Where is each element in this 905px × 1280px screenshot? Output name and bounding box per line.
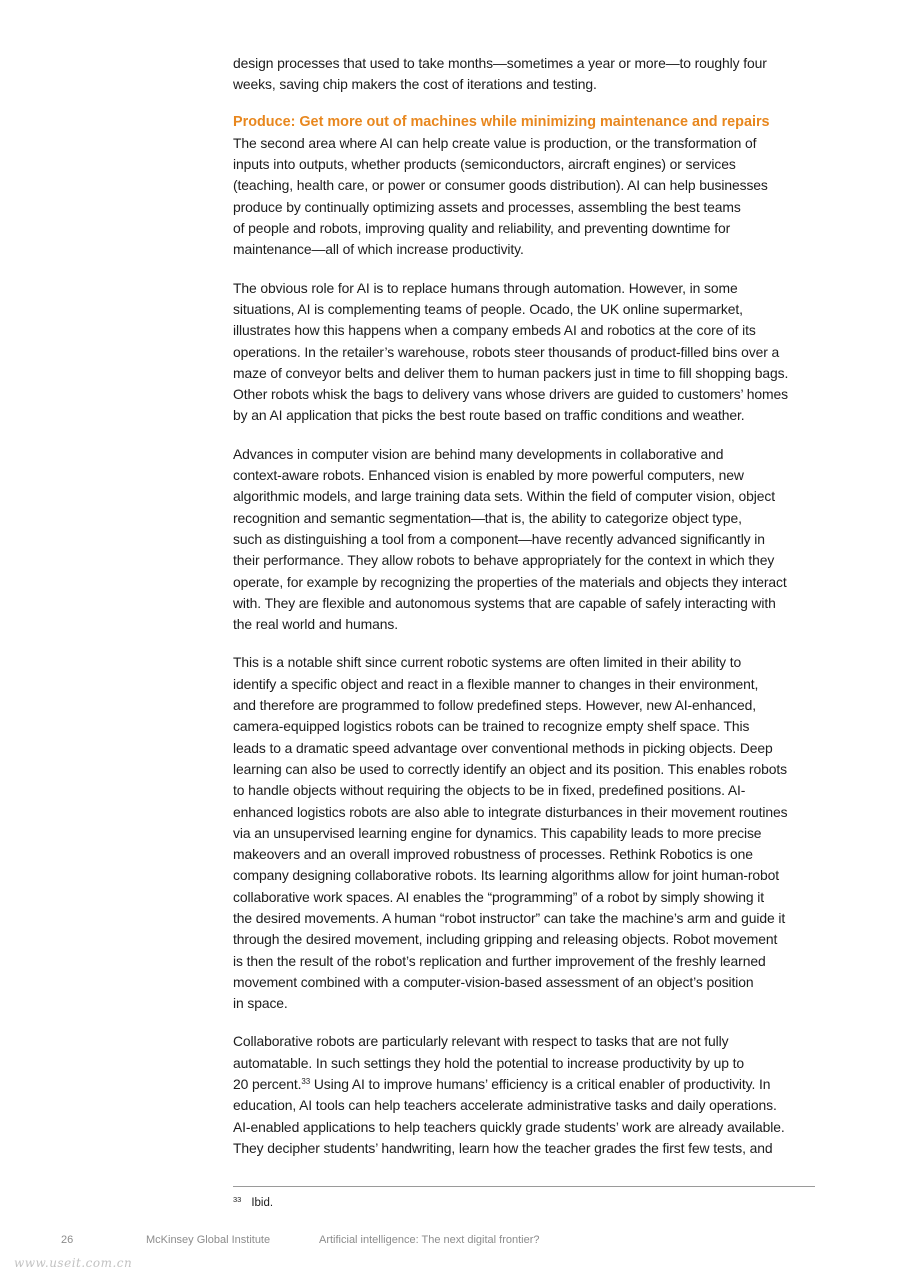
footnote [233, 1195, 273, 1209]
text-line: Other robots whisk the bags to delivery vans whose drivers are guided to customers’ homes [233, 386, 788, 403]
text-line: automatable. In such settings they hold the potential to increase productivity by up to [233, 1054, 744, 1071]
paragraph-spacer [233, 635, 817, 652]
text-line: to handle objects without requiring the objects to be in fixed, predefined positions. AI- [233, 782, 746, 799]
paragraph-5 [233, 1031, 817, 1159]
text-line: maze of conveyor belts and deliver them to human packers just in time to fill shopping bags. [233, 364, 789, 381]
text-line [233, 1074, 817, 1095]
footnote-text: Ibid. [251, 1197, 274, 1209]
text-line: enhanced logistics robots are also able to integrate disturbances in their movement routines [233, 803, 788, 820]
page-number: 26 [61, 1234, 74, 1246]
text-line: They decipher students’ handwriting, learn how the teacher grades the first few tests, and [233, 1139, 773, 1156]
text-line: company designing collaborative robots. Its learning algorithms allow for joint human-robot [233, 867, 780, 884]
text-line: camera-equipped logistics robots can be trained to recognize empty shelf space. This [233, 718, 750, 735]
paragraph-3 [233, 444, 817, 636]
text-line: maintenance—all of which increase productivity. [233, 241, 524, 258]
intro-paragraph [233, 53, 817, 96]
paragraph-4 [233, 652, 817, 1014]
text-line: algorithmic models, and large training data sets. Within the field of computer vision, object [233, 488, 775, 505]
text-line: context-aware robots. Enhanced vision is enabled by more powerful computers, new [233, 467, 744, 484]
text-line: learning can also be used to correctly identify an object and its position. This enables robots [233, 760, 787, 777]
paragraph-spacer [233, 427, 817, 444]
text-line: and therefore are programmed to follow predefined steps. However, new AI-enhanced, [233, 697, 757, 714]
section-heading: Produce: Get more out of machines while minimizing maintenance and repairs [233, 113, 770, 130]
text-line: weeks, saving chip makers the cost of iterations and testing. [233, 76, 597, 93]
text-line: illustrates how this happens when a company embeds AI and robotics at the core of its [233, 322, 756, 339]
paragraph-2 [233, 278, 817, 427]
article-body [233, 53, 817, 1159]
text-line: with. They are flexible and autonomous systems that are capable of safely interacting with [233, 594, 776, 611]
text-line: Advances in computer vision are behind many developments in collaborative and [233, 445, 724, 462]
text-line: is then the result of the robot’s replication and further improvement of the freshly learned [233, 952, 766, 969]
text-line: operations. In the retailer’s warehouse, robots steer thousands of product-filled bins over a [233, 343, 780, 360]
text-line: through the desired movement, including gripping and releasing objects. Robot movement [233, 931, 778, 948]
text-line: Collaborative robots are particularly relevant with respect to tasks that are not fully [233, 1033, 729, 1050]
text-line: AI-enabled applications to help teachers quickly grade students’ work are already available. [233, 1118, 785, 1135]
text-line: situations, AI is complementing teams of people. Ocado, the UK online supermarket, [233, 300, 743, 317]
text-line: design processes that used to take months—sometimes a year or more—to roughly four [233, 55, 767, 71]
text-line: in space. [233, 995, 288, 1012]
text-line: the real world and humans. [233, 616, 398, 633]
text-line: by an AI application that picks the best route based on traffic conditions and weather. [233, 407, 745, 424]
watermark: www.useit.com.cn [14, 1256, 133, 1270]
text-line: The obvious role for AI is to replace humans through automation. However, in some [233, 279, 738, 296]
paragraph-spacer [233, 1014, 817, 1031]
text-line: produce by continually optimizing assets and processes, assembling the best teams [233, 198, 741, 215]
text-line: identify a specific object and react in a flexible manner to changes in their environment, [233, 675, 759, 692]
text-segment: Using AI to improve humans’ efficiency is a critical enabler of productivity. In [310, 1076, 771, 1093]
text-line: their performance. They allow robots to behave appropriately for the context in which they [233, 552, 775, 569]
text-line: the desired movements. A human “robot instructor” can take the machine’s arm and guide it [233, 909, 786, 926]
text-line: recognition and semantic segmentation—that is, the ability to categorize object type, [233, 509, 742, 526]
text-line: such as distinguishing a tool from a component—have recently advanced significantly in [233, 530, 765, 547]
text-line: movement combined with a computer-vision-based assessment of an object’s position [233, 973, 754, 990]
paragraph-1 [233, 133, 817, 261]
footnote-divider [233, 1186, 815, 1187]
text-line: (teaching, health care, or power or consumer goods distribution). AI can help businesses [233, 177, 768, 194]
text-line: operate, for example by recognizing the properties of the materials and objects they interact [233, 573, 787, 590]
paragraph-spacer [233, 261, 817, 278]
text-line: inputs into outputs, whether products (semiconductors, aircraft engines) or services [233, 156, 736, 173]
text-line: This is a notable shift since current robotic systems are often limited in their ability to [233, 654, 742, 671]
text-segment: 20 percent. [233, 1076, 302, 1093]
text-line: leads to a dramatic speed advantage over conventional methods in picking objects. Deep [233, 739, 773, 756]
text-line: via an unsupervised learning engine for dynamics. This capability leads to more precise [233, 824, 762, 841]
text-line: of people and robots, improving quality and reliability, and preventing downtime for [233, 220, 731, 237]
text-line: collaborative work spaces. AI enables the “programming” of a robot by simply showing it [233, 888, 764, 905]
text-line: The second area where AI can help create value is production, or the transformation of [233, 134, 757, 151]
footer-organization: McKinsey Global Institute [146, 1234, 271, 1246]
footnote-reference[interactable]: 33 [301, 1077, 311, 1087]
footer-report-title: Artificial intelligence: The next digital frontier? [319, 1234, 540, 1246]
footnote-number: 33 [233, 1195, 242, 1204]
text-line: education, AI tools can help teachers accelerate administrative tasks and daily operations. [233, 1097, 777, 1114]
text-line: makeovers and an overall improved robustness of processes. Rethink Robotics is one [233, 846, 753, 863]
